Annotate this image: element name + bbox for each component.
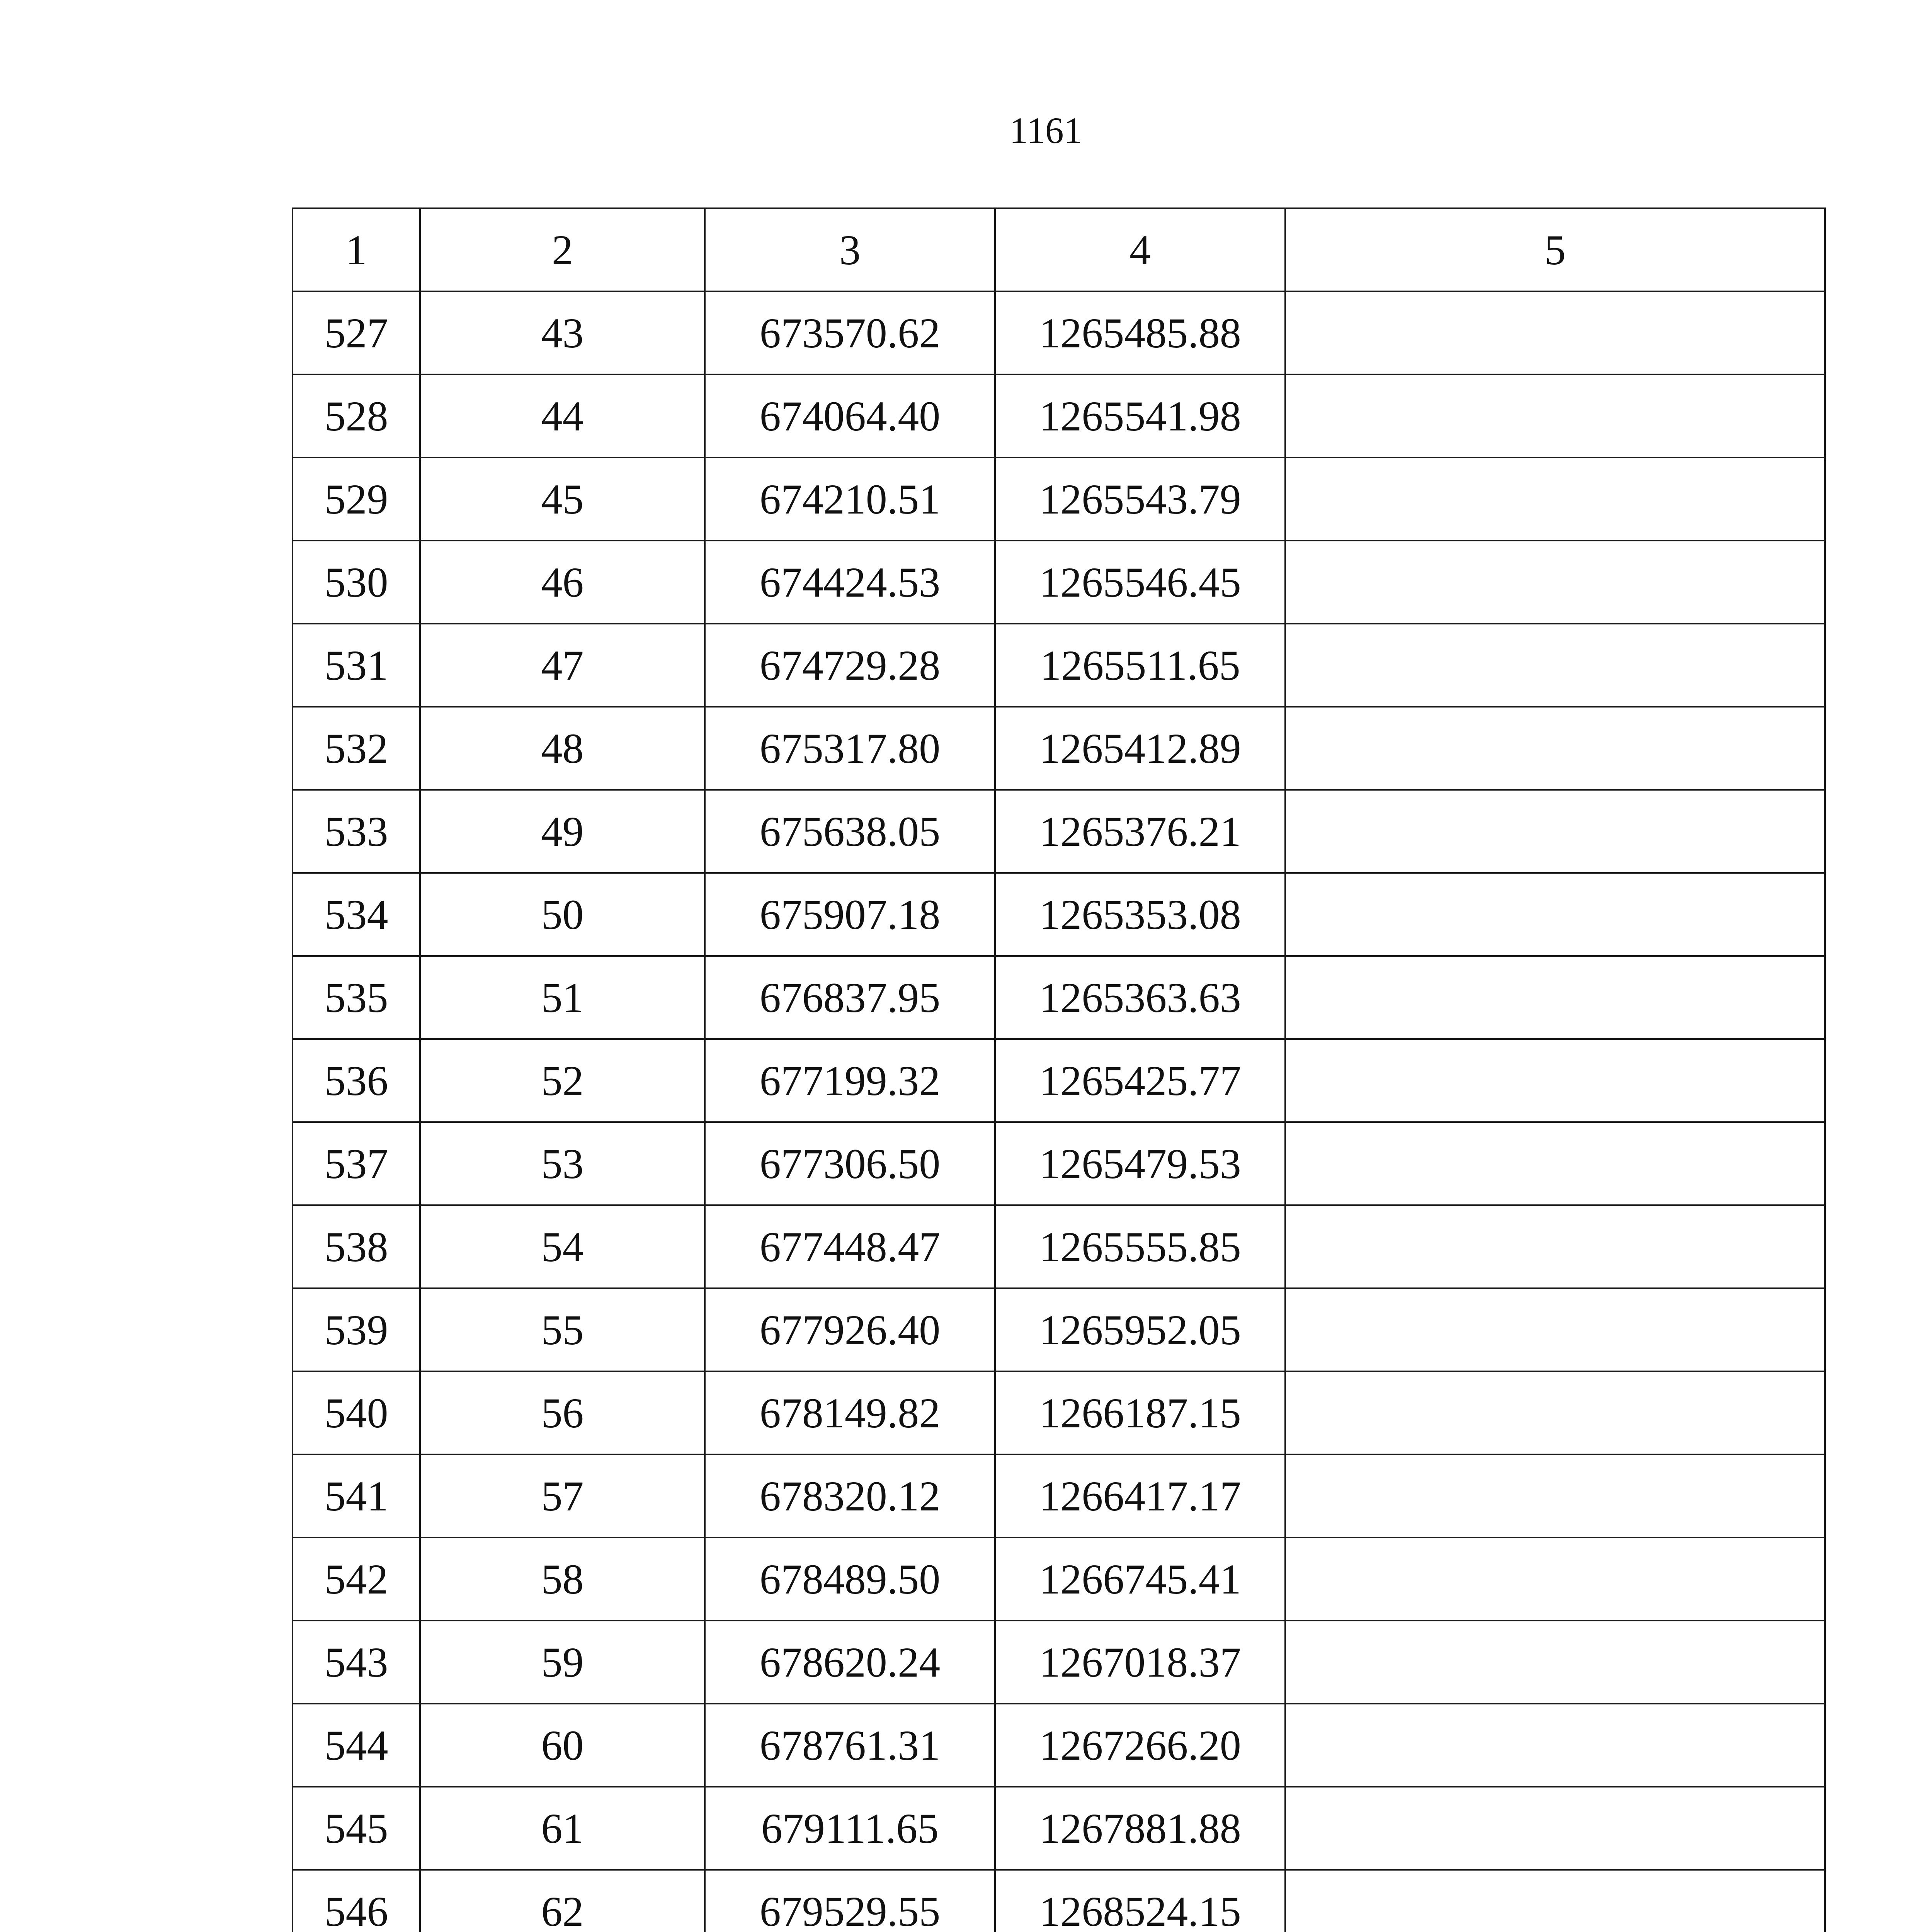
table-cell-col-5 — [1285, 956, 1825, 1039]
table-cell-col-5 — [1285, 624, 1825, 707]
table-cell-col-1: 545 — [293, 1787, 420, 1870]
table-row — [293, 541, 1825, 624]
table-row — [293, 1621, 1825, 1704]
table-cell-col-4: 1265511.65 — [995, 624, 1285, 707]
table-cell-col-1: 544 — [293, 1704, 420, 1787]
table-row — [293, 1870, 1825, 1932]
table-cell-col-4: 1265555.85 — [995, 1205, 1285, 1288]
table-cell-col-1: 540 — [293, 1371, 420, 1454]
table-row — [293, 291, 1825, 374]
page-number-text: 1161 — [1009, 110, 1082, 151]
table-cell-col-1: 532 — [293, 707, 420, 790]
table-cell-col-5 — [1285, 374, 1825, 457]
table-cell-col-3: 677199.32 — [705, 1039, 995, 1122]
table-cell-col-1: 546 — [293, 1870, 420, 1932]
table-row — [293, 457, 1825, 541]
table-row — [293, 374, 1825, 457]
table-cell-col-4: 1265376.21 — [995, 790, 1285, 873]
table-row — [293, 1039, 1825, 1122]
table-cell-col-1: 541 — [293, 1454, 420, 1537]
header-cell-1: 1 — [293, 208, 420, 291]
table-cell-col-2: 61 — [420, 1787, 705, 1870]
table-cell-col-5 — [1285, 1621, 1825, 1704]
table-cell-col-5 — [1285, 707, 1825, 790]
table-cell-col-5 — [1285, 1122, 1825, 1205]
table-cell-col-4: 1267018.37 — [995, 1621, 1285, 1704]
table-cell-col-4: 1266745.41 — [995, 1537, 1285, 1621]
table-row — [293, 1205, 1825, 1288]
table-cell-col-3: 677306.50 — [705, 1122, 995, 1205]
table-cell-col-4: 1265363.63 — [995, 956, 1285, 1039]
table-cell-col-5 — [1285, 1454, 1825, 1537]
table-cell-col-4: 1267881.88 — [995, 1787, 1285, 1870]
table-cell-col-5 — [1285, 457, 1825, 541]
header-cell-2: 2 — [420, 208, 705, 291]
table-row — [293, 624, 1825, 707]
table-cell-col-3: 675907.18 — [705, 873, 995, 956]
table-cell-col-3: 673570.62 — [705, 291, 995, 374]
table-cell-col-5 — [1285, 1704, 1825, 1787]
table-cell-col-4: 1265541.98 — [995, 374, 1285, 457]
table-cell-col-3: 674210.51 — [705, 457, 995, 541]
table-cell-col-1: 537 — [293, 1122, 420, 1205]
table-cell-col-1: 529 — [293, 457, 420, 541]
table-row — [293, 790, 1825, 873]
table-row — [293, 1454, 1825, 1537]
table-cell-col-4: 1266187.15 — [995, 1371, 1285, 1454]
table-cell-col-2: 52 — [420, 1039, 705, 1122]
table-cell-col-3: 678761.31 — [705, 1704, 995, 1787]
table-cell-col-3: 677926.40 — [705, 1288, 995, 1371]
table-row — [293, 1537, 1825, 1621]
table-cell-col-3: 678620.24 — [705, 1621, 995, 1704]
table-cell-col-3: 674064.40 — [705, 374, 995, 457]
table-cell-col-2: 43 — [420, 291, 705, 374]
table-cell-col-1: 531 — [293, 624, 420, 707]
table-header-row — [293, 208, 1825, 291]
table-cell-col-2: 57 — [420, 1454, 705, 1537]
table-cell-col-2: 48 — [420, 707, 705, 790]
table-cell-col-4: 1265412.89 — [995, 707, 1285, 790]
table-cell-col-5 — [1285, 1371, 1825, 1454]
table-cell-col-2: 45 — [420, 457, 705, 541]
table-cell-col-2: 58 — [420, 1537, 705, 1621]
table-cell-col-2: 50 — [420, 873, 705, 956]
table-cell-col-1: 536 — [293, 1039, 420, 1122]
table-cell-col-5 — [1285, 541, 1825, 624]
table-cell-col-3: 679111.65 — [705, 1787, 995, 1870]
table-cell-col-2: 62 — [420, 1870, 705, 1932]
table-cell-col-5 — [1285, 1537, 1825, 1621]
table-cell-col-2: 53 — [420, 1122, 705, 1205]
table-cell-col-3: 674729.28 — [705, 624, 995, 707]
table-cell-col-2: 56 — [420, 1371, 705, 1454]
table-cell-col-3: 679529.55 — [705, 1870, 995, 1932]
table-cell-col-5 — [1285, 1039, 1825, 1122]
table-cell-col-1: 535 — [293, 956, 420, 1039]
page-number — [0, 112, 1917, 149]
table-row — [293, 1122, 1825, 1205]
table-cell-col-3: 677448.47 — [705, 1205, 995, 1288]
table-cell-col-4: 1265479.53 — [995, 1122, 1285, 1205]
table-row — [293, 873, 1825, 956]
coordinates-table — [292, 207, 1826, 1932]
table-cell-col-3: 678489.50 — [705, 1537, 995, 1621]
table-cell-col-1: 530 — [293, 541, 420, 624]
table-cell-col-3: 678320.12 — [705, 1454, 995, 1537]
table-cell-col-2: 44 — [420, 374, 705, 457]
table-cell-col-4: 1265353.08 — [995, 873, 1285, 956]
table-cell-col-5 — [1285, 790, 1825, 873]
table-cell-col-5 — [1285, 873, 1825, 956]
table-cell-col-1: 538 — [293, 1205, 420, 1288]
table-cell-col-1: 534 — [293, 873, 420, 956]
table-cell-col-1: 542 — [293, 1537, 420, 1621]
table-cell-col-4: 1265425.77 — [995, 1039, 1285, 1122]
table-cell-col-5 — [1285, 291, 1825, 374]
table-cell-col-4: 1268524.15 — [995, 1870, 1285, 1932]
table-cell-col-3: 674424.53 — [705, 541, 995, 624]
table-cell-col-2: 59 — [420, 1621, 705, 1704]
table-row — [293, 956, 1825, 1039]
table-cell-col-3: 678149.82 — [705, 1371, 995, 1454]
table-cell-col-3: 675317.80 — [705, 707, 995, 790]
header-cell-3: 3 — [705, 208, 995, 291]
table-cell-col-5 — [1285, 1870, 1825, 1932]
table-cell-col-4: 1265485.88 — [995, 291, 1285, 374]
table-row — [293, 1371, 1825, 1454]
table-cell-col-4: 1265546.45 — [995, 541, 1285, 624]
table-cell-col-2: 49 — [420, 790, 705, 873]
table-cell-col-4: 1265952.05 — [995, 1288, 1285, 1371]
table-cell-col-5 — [1285, 1205, 1825, 1288]
table-cell-col-2: 51 — [420, 956, 705, 1039]
table-cell-col-2: 60 — [420, 1704, 705, 1787]
table-cell-col-1: 528 — [293, 374, 420, 457]
table-cell-col-4: 1266417.17 — [995, 1454, 1285, 1537]
table-cell-col-2: 54 — [420, 1205, 705, 1288]
header-cell-5: 5 — [1285, 208, 1825, 291]
table-cell-col-1: 533 — [293, 790, 420, 873]
header-cell-4: 4 — [995, 208, 1285, 291]
table-row — [293, 1704, 1825, 1787]
table-cell-col-5 — [1285, 1288, 1825, 1371]
table-cell-col-1: 543 — [293, 1621, 420, 1704]
table-row — [293, 1787, 1825, 1870]
table-cell-col-5 — [1285, 1787, 1825, 1870]
table-cell-col-2: 47 — [420, 624, 705, 707]
table-cell-col-1: 539 — [293, 1288, 420, 1371]
table-cell-col-3: 676837.95 — [705, 956, 995, 1039]
table-cell-col-1: 527 — [293, 291, 420, 374]
table-row — [293, 707, 1825, 790]
table-cell-col-2: 55 — [420, 1288, 705, 1371]
table-cell-col-2: 46 — [420, 541, 705, 624]
table-cell-col-4: 1265543.79 — [995, 457, 1285, 541]
table-row — [293, 1288, 1825, 1371]
table-cell-col-3: 675638.05 — [705, 790, 995, 873]
table-cell-col-4: 1267266.20 — [995, 1704, 1285, 1787]
table-body — [293, 208, 1825, 1932]
